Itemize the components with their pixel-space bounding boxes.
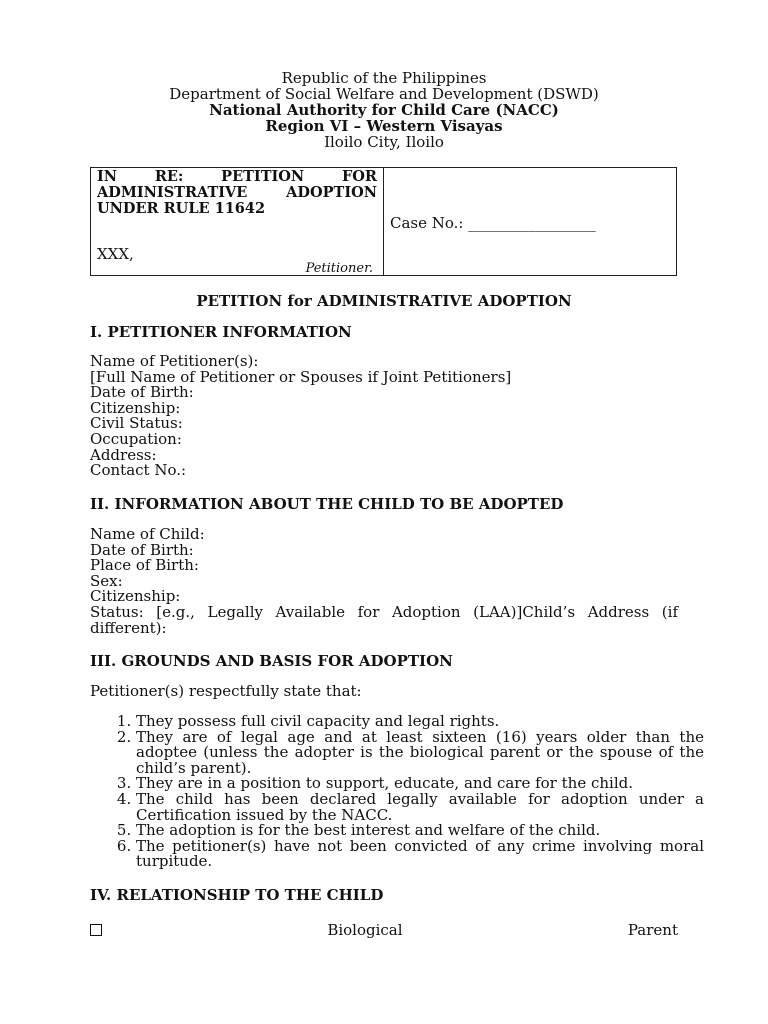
grounds-item-1: 1. They possess full civil capacity and legal rights. (136, 714, 704, 730)
grounds-item-2: 2. They are of legal age and at least sixteen (16) years older than the adoptee (unless the adopter is the biological parent or the spouse of the child’s parent). (136, 730, 704, 777)
child-sex-label: Sex: (90, 571, 123, 590)
petitioner-name: XXX, (97, 245, 134, 263)
header-authority: National Authority for Child Care (NACC) (209, 101, 559, 119)
relationship-option-word-2: Parent (627, 921, 678, 939)
petitioner-role: Petitioner. (305, 261, 373, 276)
section-1-heading: I. PETITIONER INFORMATION (90, 323, 352, 341)
section-3-heading: III. GROUNDS AND BASIS FOR ADOPTION (90, 652, 453, 670)
grounds-item-3: 3. They are in a position to support, educate, and care for the child. (136, 776, 704, 792)
child-name-label: Name of Child: (90, 525, 205, 543)
petitioner-civil-status-label: Civil Status: (90, 414, 183, 433)
header-department: Department of Social Welfare and Development (DSWD) (169, 85, 599, 103)
petitioner-info-block (90, 354, 678, 479)
caption-title (97, 169, 377, 217)
caption-title-line-1: IN RE: PETITION FOR (97, 168, 377, 185)
relationship-option-biological-parent (90, 921, 678, 939)
caption-left-cell (91, 168, 384, 275)
child-dob-label: Date of Birth: (90, 540, 194, 559)
caption-title-line-2: ADMINISTRATIVE ADOPTION (97, 184, 377, 201)
petitioner-occupation-label: Occupation: (90, 429, 182, 448)
caption-right-cell (384, 168, 676, 275)
caption-title-line-3: UNDER RULE 11642 (97, 200, 266, 217)
petitioner-dob-label: Date of Birth: (90, 383, 194, 402)
child-status-line: Status: [e.g., Legally Available for Adoption (LAA)]Child’s Address (if different): (90, 602, 678, 637)
checkbox-icon[interactable] (90, 924, 102, 936)
header-republic: Republic of the Philippines (281, 69, 487, 87)
petitioner-address-label: Address: (90, 445, 157, 464)
grounds-item-6: 6. The petitioner(s) have not been convicted of any crime involving moral turpitude. (136, 839, 704, 870)
letterhead (0, 70, 768, 150)
petitioner-name-label: Name of Petitioner(s): (90, 352, 259, 370)
grounds-item-5: 5. The adoption is for the best interest and welfare of the child. (136, 823, 704, 839)
petitioner-citizenship-label: Citizenship: (90, 398, 181, 417)
header-city: Iloilo City, Iloilo (324, 133, 444, 151)
section-2-heading: II. INFORMATION ABOUT THE CHILD TO BE ADOPTED (90, 495, 564, 513)
document-title: PETITION for ADMINISTRATIVE ADOPTION (196, 292, 572, 310)
case-number-field: Case No.: _________________ (390, 214, 596, 232)
grounds-intro: Petitioner(s) respectfully state that: (90, 682, 362, 700)
petitioner-contact-label: Contact No.: (90, 461, 187, 480)
case-caption-box (90, 167, 677, 276)
child-citizenship-label: Citizenship: (90, 587, 181, 606)
section-4-heading: IV. RELATIONSHIP TO THE CHILD (90, 886, 384, 904)
grounds-item-4: 4. The child has been declared legally available for adoption under a Certification issued by the NACC. (136, 792, 704, 823)
child-birthplace-label: Place of Birth: (90, 556, 199, 575)
child-info-block (90, 527, 678, 636)
relationship-option-word-1: Biological (327, 921, 403, 939)
grounds-list (110, 714, 704, 870)
petitioner-name-placeholder: [Full Name of Petitioner or Spouses if Joint Petitioners] (90, 367, 512, 386)
header-region: Region VI – Western Visayas (265, 117, 503, 135)
